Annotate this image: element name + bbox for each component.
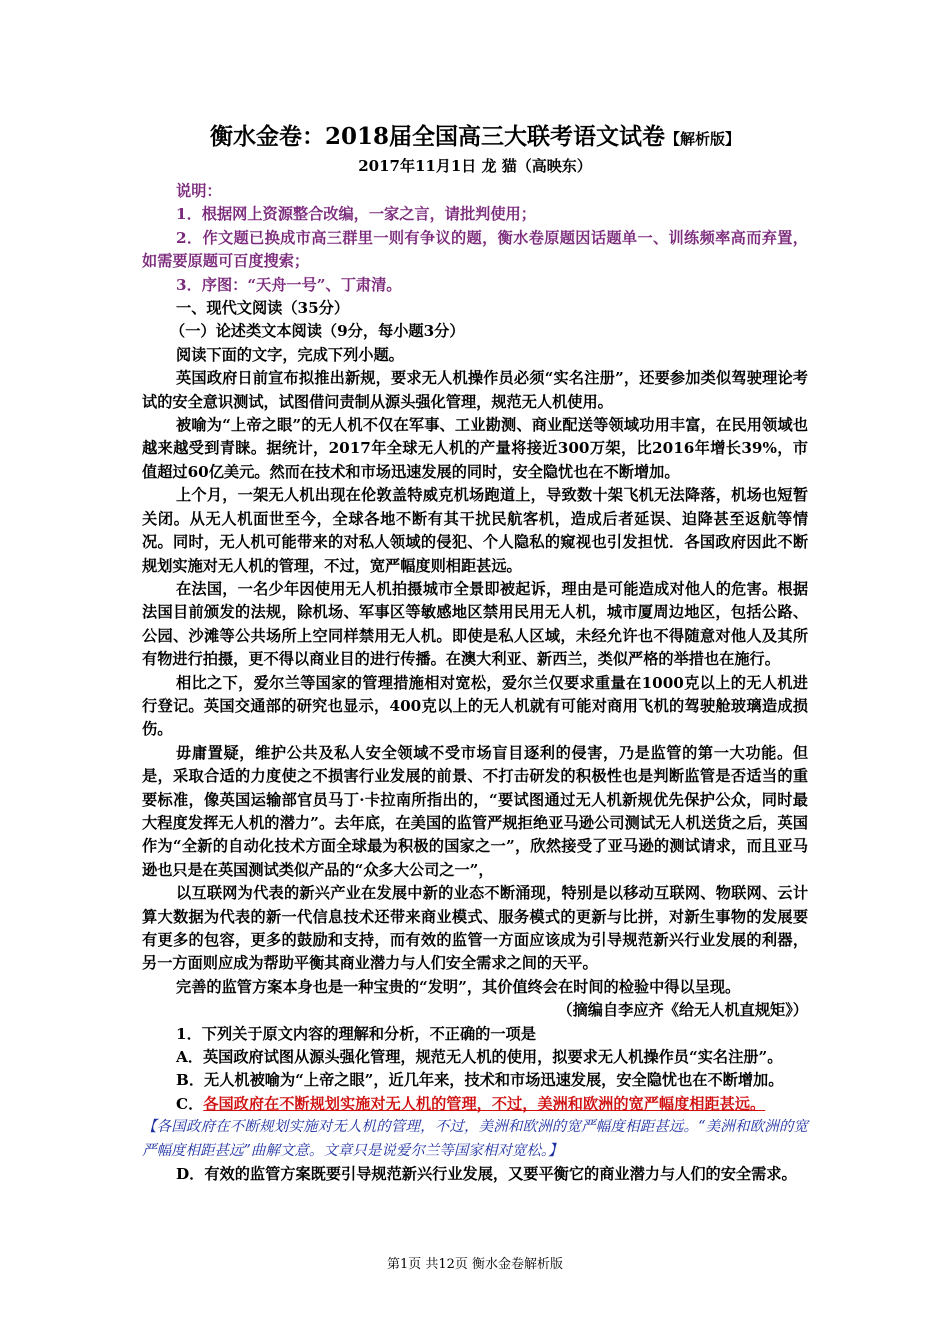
document-title [142,122,808,154]
option-c-answer-text: 各国政府在不断规划实施对无人机的管理，不过，美洲和欧洲的宽严幅度相距甚远。 [203,1094,766,1113]
question-stem: 1．下列关于原文内容的理解和分析，不正确的一项是 [176,1024,536,1043]
page-footer: 第1页 共12页 衡水金卷解析版 [386,1257,564,1272]
article-paragraph: 完善的监管方案本身也是一种宝贵的“发明”，其价值终会在时间的检验中得以呈现。 [176,977,741,996]
answer-analysis: 【各国政府在不断规划实施对无人机的管理，不过，美洲和欧洲的宽严幅度相距甚远。“美洲和欧洲的宽严幅度相距甚远”曲解文意。文章只是说爱尔兰等国家相对宽松。】 [142,1119,808,1159]
article-paragraph: 英国政府日前宣布拟推出新规，要求无人机操作员必须“实名注册”，还要参加类似驾驶理论考试的安全意识测试，试图借问责制从源头强化管理，规范无人机使用。 [142,369,808,411]
section-subheading: （一）论述类文本阅读（9分，每小题3分） [170,322,465,341]
section-heading: 一、现代文阅读（35分） [176,299,350,318]
option-d: D．有效的监管方案既要引导规范新兴行业发展，又要平衡它的商业潜力与人们的安全需求。 [176,1165,797,1184]
article-paragraph: 以互联网为代表的新兴产业在发展中新的业态不断涌现，特别是以移动互联网、物联网、云计算大数据为代表的新一代信息技术还带来商业模式、服务模式的更新与比拼，对新生事物的发展要有更多的包容，更多的鼓励和支持，而有效的监管一方面应该成为引导规范新兴行业发展的利器，另一方面则应成为帮助平衡其商业潜力与人们安全需求之间的天平。 [142,884,808,973]
note-item: 2．作文题已换成市高三群里一则有争议的题，衡水卷原题因话题单一、训练频率高而弃置，如需要原题可百度搜索； [142,228,808,271]
article-paragraph: 相比之下，爱尔兰等国家的管理措施相对宽松，爱尔兰仅要求重量在1000克以上的无人机进行登记。英国交通部的研究也显示，400克以上的无人机就有可能对商用飞机的驾驶舱玻璃造成损伤。 [142,673,808,739]
article-paragraph: 被喻为“上帝之眼”的无人机不仅在军事、工业勘测、商业配送等领域功用丰富，在民用领域也越来越受到青睐。据统计，2017年全球无人机的产量将接近300万架，比2016年增长39%，市值超过60亿美元。然而在技术和市场迅速发展的同时，安全隐忧也在不断增加。 [142,416,808,481]
article-paragraph: 在法国，一名少年因使用无人机拍摄城市全景即被起诉，理由是可能造成对他人的危害。根据法国目前颁发的法规，除机场、军事区等敏感地区禁用民用无人机，城市厦周边地区，包括公路、公园、沙滩等公共场所上空同样禁用无人机。即使是私人区域，未经允许也不得随意对他人及其所有物进行拍摄，更不得以商业目的进行传播。在澳大利亚、新西兰，类似严格的举措也在施行。 [142,579,808,669]
title-text: 衡水金卷：2018届全国高三大联考语文试卷 [209,123,665,150]
article-paragraph: 上个月，一架无人机出现在伦敦盖特威克机场跑道上，导致数十架飞机无法降落，机场也短暂关闭。从无人机面世至今，全球各地不断有其干扰民航客机，造成后者延误、迫降甚至返航等情况。同时，无人机可能带来的对私人领域的侵犯、个人隐私的窥视也引发担忧．各国政府因此不断规划实施对无人机的管理，不过，宽严幅度则相距甚远。 [142,486,808,575]
option-a: A．英国政府试图从源头强化管理，规范无人机的使用，拟要求无人机操作员“实名注册”。 [176,1048,783,1067]
note-item: 3．序图：“天舟一号”、丁肃清。 [176,275,402,294]
option-c [142,1093,808,1116]
note-item: 1．根据网上资源整合改编，一家之言，请批判使用； [176,205,536,224]
article-paragraph: 毋庸置疑，维护公共及私人安全领域不受市场盲目逐利的侵害，乃是监管的第一大功能。但是，采取合适的力度使之不损害行业发展的前景、不打击研发的积极性也是判断监管是否适当的重要标准，像英国运输部官员马丁·卡拉南所指出的，“要试图通过无人机新规优先保护公众，同时最大程度发挥无人机的潜力”。去年底，在美国的监管严规拒绝亚马逊公司测试无人机送货之后，英国作为“全新的自动化技术方面全球最为积极的国家之一”，欣然接受了亚马逊的测试请求，而且亚马逊也只是在英国测试类似产品的“众多大公司之一”， [142,743,808,879]
document-page [142,122,808,1186]
reading-instruction: 阅读下面的文字，完成下列小题。 [176,345,404,364]
article-source: （摘编自李应齐《给无人机直规矩》） [557,1001,808,1020]
notes-heading: 说明： [176,182,222,200]
document-subtitle: 2017年11月1日 龙 猫（高映东） [358,157,592,175]
option-b: B．无人机被喻为“上帝之眼”，近几年来，技术和市场迅速发展，安全隐忧也在不断增加。 [176,1071,784,1090]
title-tag: 【解析版】 [665,130,741,148]
option-c-letter: C． [176,1094,204,1113]
